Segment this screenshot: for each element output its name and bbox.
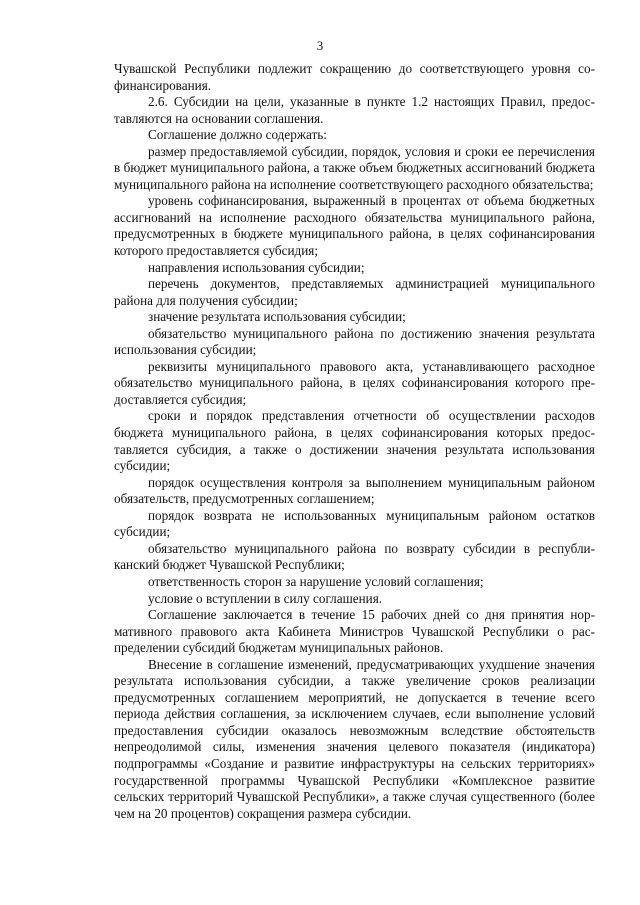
list-item-legal-act-details: реквизиты муниципального правового акта, устанавливающего расходное обязательство муниципального района, в целях софинансирования которого предоставляется субсидия;	[114, 358, 595, 407]
list-item-return-obligation: обязательство муниципального района по возврату субсидии в республиканский бюджет Чувашской Республики;	[114, 540, 595, 573]
paragraph-cofinancing-reduction: Чувашской Республики подлежит сокращению до соответствующего уровня софинансирования.	[114, 61, 595, 93]
paragraph-2-6-subsidy-agreement: 2.6. Субсидии на цели, указанные в пункте 1.2 настоящих Правил, предоставляются на основании соглашения.	[114, 94, 595, 126]
list-item-cofinancing-level: уровень софинансирования, выраженный в процентах от объема бюджетных ассигнований на исполнение расходного обязательства муниципального района, предусмотренных в бюджете муниципального района, в целях софинансирования которого предоставляется субсидия;	[114, 193, 595, 259]
list-item-result-obligation: обязательство муниципального района по достижению значения результата использования субсидии;	[114, 325, 595, 358]
paragraph-amendments: Внесение в соглашение изменений, предусматривающих ухудшение значения результата использования субсидии, а также увеличение сроков реализации предусмотренных соглашением мероприятий, не допускается в течение всего периода действия соглашения, за исключением случаев, если выполнение условий предоставления субсидии оказалось невозможным вследствие обстоятельств непреодолимой силы, изменения значения целевого показателя (индикатора) подпрограммы «Создание и развитие инфраструктуры на сельских территориях» государственной программы Чувашской Республики «Комплексное развитие сельских территорий Чувашской Республики», а также случая существенного (более чем на 20 процентов) сокращения размера субсидии.	[114, 656, 595, 821]
list-item-return-remainder: порядок возврата не использованных муниципальным районом остатков субсидии;	[114, 507, 595, 540]
document-body	[114, 61, 595, 822]
list-item-reporting-terms: сроки и порядок представления отчетности об осуществлении расходов бюджета муниципального района, в целях софинансирования которых предоставляется субсидия, а также о достижении значения результата использования субсидии;	[114, 408, 595, 474]
list-item-documents-list: перечень документов, представляемых администрацией муниципального района для получения субсидии;	[114, 276, 595, 308]
paragraph-agreement-deadline: Соглашение заключается в течение 15 рабочих дней со дня принятия нормативного правового акта Кабинета Министров Чувашской Республики о распределении субсидий бюджетам муниципальных районов.	[114, 607, 595, 656]
list-item-responsibility: ответственность сторон за нарушение условий соглашения;	[148, 573, 484, 589]
list-item-result-value: значение результата использования субсидии;	[148, 309, 406, 325]
page-number: 3	[316, 38, 324, 53]
list-item-entry-into-force: условие о вступлении в силу соглашения.	[148, 590, 383, 606]
list-item-usage-directions: направления использования субсидии;	[148, 259, 365, 275]
paragraph-agreement-must-contain: Соглашение должно содержать:	[148, 127, 327, 143]
list-item-control-procedure: порядок осуществления контроля за выполнением муниципальным районом обязательств, предусмотренных соглашением;	[114, 474, 595, 507]
list-item-subsidy-amount: размер предоставляемой субсидии, порядок, условия и сроки ее перечисления в бюджет муниципального района, а также объем бюджетных ассигнований бюджета муниципального района на исполнение соответствующего расходного обязательства;	[114, 143, 595, 192]
